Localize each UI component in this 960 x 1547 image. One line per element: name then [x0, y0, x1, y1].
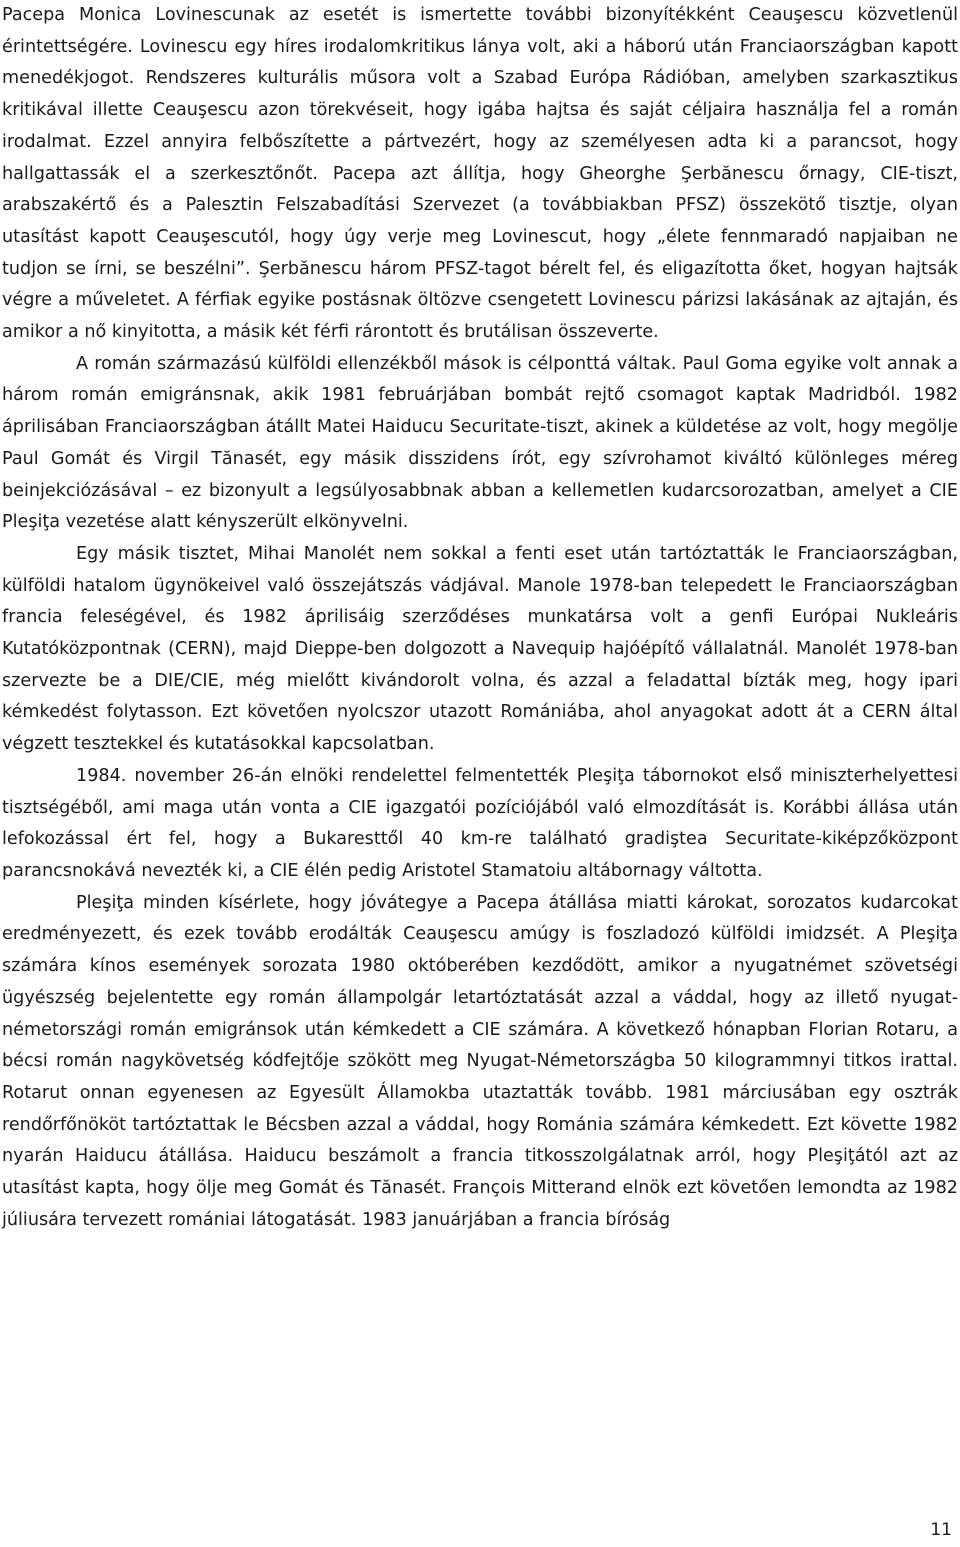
paragraph: Pleşiţa minden kísérlete, hogy jóvátegye a Pacepa átállása miatti károkat, sorozatos kudarcokat eredményezett, és ezek tovább erodálták Ceauşescu amúgy is foszladozó külföldi imidzsét. A Pleşiţa számára kínos események sorozata 1980 októberében kezdődött, amikor a nyugatnémet szövetségi ügyészség bejelentette egy román állampolgár letartóztatását azzal a váddal, hogy az illető nyugat-németországi román emigránsok után kémkedett a CIE számára. A következő hónapban Florian Rotaru, a bécsi román nagykövetség kódfejtője szökött meg Nyugat-Németországba 50 kilogrammnyi titkos irattal. Rotarut onnan egyenesen az Egyesült Államokba utaztatták tovább. 1981 márciusában egy osztrák rendőrfőnököt tartóztattak le Bécsben azzal a váddal, hogy Románia számára kémkedett. Ezt követte 1982 nyarán Haiducu átállása. Haiducu beszámolt a francia titkosszolgálatnak arról, hogy Pleşiţától azt az utasítást kapta, hogy ölje meg Gomát és Tănasét. François Mitterand elnök ezt követően lemondta az 1982 júliusára tervezett romániai látogatását. 1983 januárjában a francia bíróság	[2, 892, 958, 1230]
page-number: 11	[930, 1520, 952, 1540]
paragraph: 1984. november 26-án elnöki rendelettel felmentették Pleşiţa tábornokot első miniszterhelyettesi tisztségéből, ami maga után vonta a CIE igazgatói pozíciójából való elmozdítását is. Korábbi állása után lefokozással ért fel, hogy a Bukaresttől 40 km-re található gradiştea Securitate-kiképzőközpont parancsnokává nevezték ki, a CIE élén pedig Aristotel Stamatoiu altábornagy váltotta.	[2, 765, 958, 881]
paragraph: A román származású külföldi ellenzékből mások is célponttá váltak. Paul Goma egyike volt annak a három román emigránsnak, akik 1981 februárjában bombát rejtő csomagot kaptak Madridból. 1982 áprilisában Franciaországban átállt Matei Haiducu Securitate-tiszt, akinek a küldetése az volt, hogy megölje Paul Gomát és Virgil Tănasét, egy másik disszidens írót, egy szívrohamot kiváltó különleges méreg beinjekciózásával – ez bizonyult a legsúlyosabbnak abban a kellemetlen kudarcsorozatban, amelyet a CIE Pleşiţa vezetése alatt kényszerült elkönyvelni.	[2, 353, 958, 533]
paragraph: Egy másik tisztet, Mihai Manolét nem sokkal a fenti eset után tartóztatták le Franciaországban, külföldi hatalom ügynökeivel való összejátszás vádjával. Manole 1978-ban telepedett le Franciaországban francia feleségével, és 1982 áprilisáig szerződéses munkatársa volt a genfi Európai Nukleáris Kutatóközpontnak (CERN), majd Dieppe-ben dolgozott a Navequip hajóépítő vállalatnál. Manolét 1978-ban szervezte be a DIE/CIE, még mielőtt kivándorolt volna, és azzal a feladattal bízták meg, hogy ipari kémkedést folytasson. Ezt követően nyolcszor utazott Romániába, ahol anyagokat adott át a CERN által végzett tesztekkel és kutatásokkal kapcsolatban.	[2, 543, 958, 755]
paragraph: Pacepa Monica Lovinescunak az esetét is ismertette további bizonyítékként Ceauşescu közvetlenül érintettségére. Lovinescu egy híres irodalomkritikus lánya volt, aki a háború után Franciaországban kapott menedékjogot. Rendszeres kulturális műsora volt a Szabad Európa Rádióban, amelyben szarkasztikus kritikával illette Ceauşescu azon törekvéseit, hogy igába hajtsa és saját céljaira használja fel a román irodalmat. Ezzel annyira felbőszítette a pártvezért, hogy az személyesen adta ki a parancsot, hogy hallgattassák el a szerkesztőnőt. Pacepa azt állítja, hogy Gheorghe Şerbănescu őrnagy, CIE-tiszt, arabszakértő és a Palesztin Felszabadítási Szervezet (a továbbiakban PFSZ) összekötő tisztje, olyan utasítást kapott Ceauşescutól, hogy úgy verje meg Lovinescut, hogy „élete fennmaradó napjaiban ne tudjon se írni, se beszélni”. Şerbănescu három PFSZ-tagot bérelt fel, és eligazította őket, hogyan hajtsák végre a műveletet. A férfiak egyike postásnak öltözve csengetett Lovinescu párizsi lakásának az ajtaján, és amikor a nő kinyitotta, a másik két férfi rárontott és brutálisan összeverte.	[2, 5, 958, 343]
